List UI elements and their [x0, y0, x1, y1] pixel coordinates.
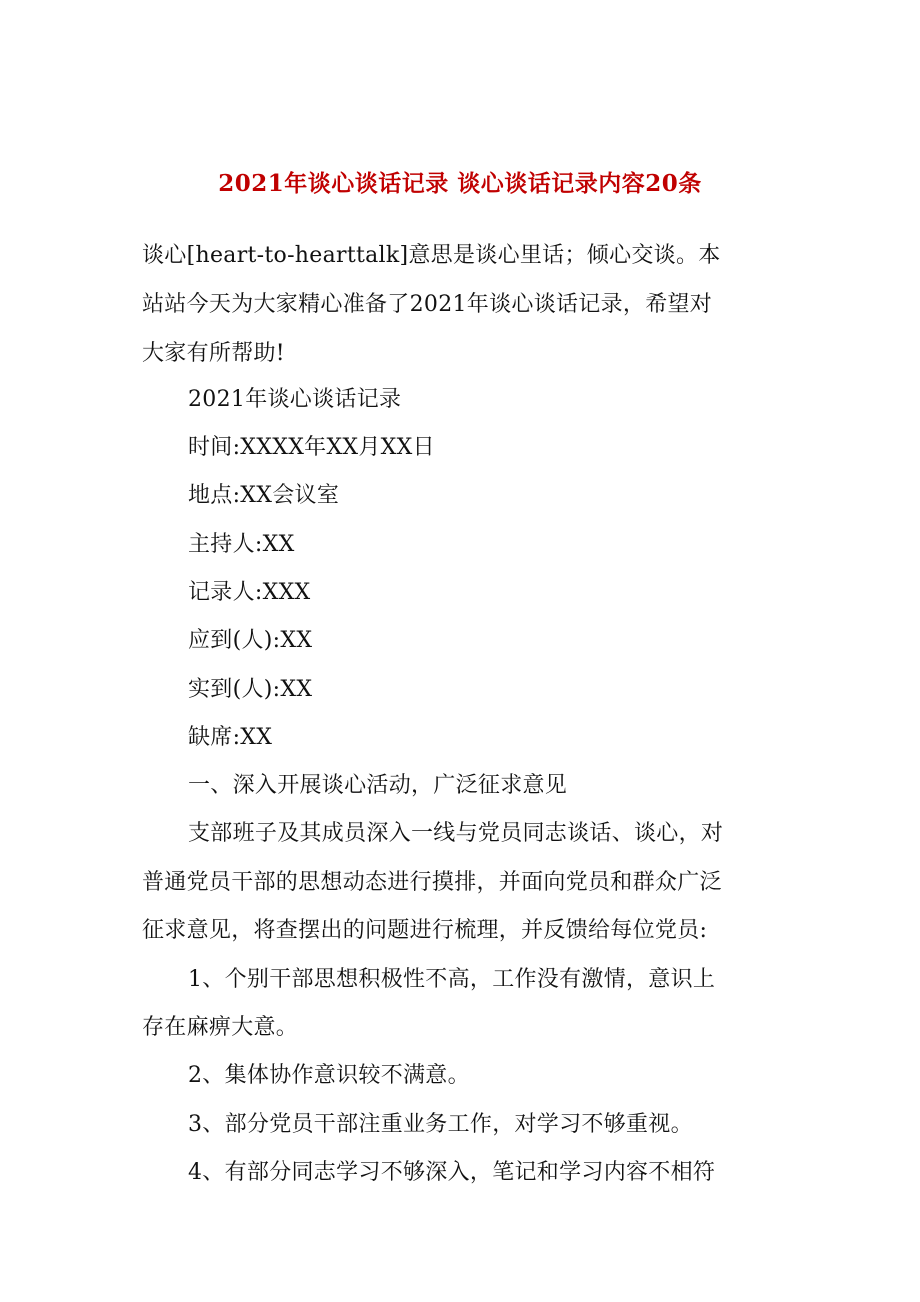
- intro-line-1: 谈心[heart-to-hearttalk]意思是谈心里话；倾心交谈。本: [142, 243, 721, 268]
- document-title: 2021年谈心谈话记录 谈心谈话记录内容20条: [218, 170, 702, 197]
- record-recorder: 记录人:XXX: [188, 580, 311, 605]
- item-3: 3、部分党员干部注重业务工作，对学习不够重视。: [188, 1112, 693, 1137]
- record-expected: 应到(人):XX: [188, 628, 313, 653]
- paragraph-line-2: 普通党员干部的思想动态进行摸排，并面向党员和群众广泛: [142, 870, 722, 895]
- item-1-line-2: 存在麻痹大意。: [142, 1015, 299, 1040]
- item-4: 4、有部分同志学习不够深入，笔记和学习内容不相符: [188, 1160, 716, 1185]
- paragraph-line-1: 支部班子及其成员深入一线与党员同志谈话、谈心，对: [188, 821, 724, 846]
- section-heading: 一、深入开展谈心活动，广泛征求意见: [188, 773, 568, 798]
- record-time: 时间:XXXX年XX月XX日: [188, 435, 435, 460]
- record-host: 主持人:XX: [188, 532, 295, 557]
- item-2: 2、集体协作意识较不满意。: [188, 1063, 470, 1088]
- record-place: 地点:XX会议室: [188, 483, 340, 508]
- record-absent: 缺席:XX: [188, 725, 273, 750]
- item-1-line-1: 1、个别干部思想积极性不高，工作没有激情，意识上: [188, 967, 716, 992]
- record-present: 实到(人):XX: [188, 677, 313, 702]
- intro-line-2: 站站今天为大家精心准备了2021年谈心谈话记录，希望对: [142, 292, 713, 317]
- paragraph-line-3: 征求意见，将查摆出的问题进行梳理，并反馈给每位党员:: [142, 918, 708, 943]
- intro-line-3: 大家有所帮助!: [142, 341, 285, 366]
- record-heading: 2021年谈心谈话记录: [188, 387, 402, 412]
